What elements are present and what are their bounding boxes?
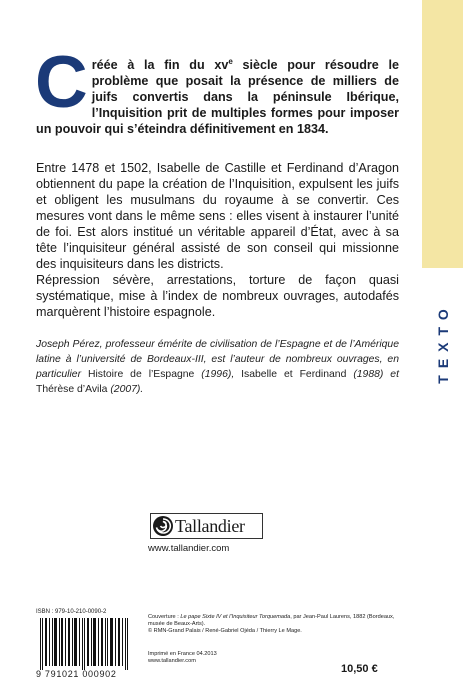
book-year-1: (1996), (194, 369, 242, 381)
lead-paragraph (35, 42, 399, 137)
lead-century-sup: e (228, 57, 233, 66)
author-bio (36, 337, 399, 397)
barcode-digits: 9 791021 000902 (36, 669, 117, 679)
book-title-1: Histoire de l’Espagne (88, 369, 195, 381)
isbn: ISBN : 979-10-210-0090-2 (36, 609, 107, 615)
credits-prefix: Couverture : (148, 614, 181, 620)
series-color-band (422, 0, 463, 268)
printed-website: www.tallandier.com (148, 658, 196, 664)
lead-text-start: réée à la fin du (91, 58, 215, 73)
spiral-logo-icon (151, 514, 175, 538)
series-label-text: TEXTO (434, 302, 451, 384)
artwork-title: Le pape Sixte IV et l’Inquisiteur Torquemada (180, 614, 291, 620)
body-paragraph-2: Répression sévère, arrestations, torture de façon quasi systématique, mise à l’index de nombreux ouvrages, autodafés marquèrent l’histoire espagnole. (36, 273, 399, 320)
cover-credits (148, 614, 398, 635)
printed-in: Imprimé en France 04.2013 (148, 651, 217, 657)
author-bio-text: Joseph Pérez, professeur émérite de civilisation de l’Espagne et de l’Amérique latine à l’université de Bordeaux-III, est l’auteur de nombreux ouvrages, en particulier (36, 339, 399, 381)
publisher-website: www.tallandier.com (148, 543, 230, 554)
lead-text-rest: siècle pour résoudre le problème que posait la présence de milliers de juifs convertis dans la péninsule Ibérique, l’Inquisition prit de multiples formes pour imposer un pouvoir qui s’éteindra définitivement en 1834. (36, 58, 399, 137)
body-text (36, 160, 399, 320)
series-stripe (422, 0, 463, 694)
photo-credit: © RMN-Grand Palais / René-Gabriel Ojéda / Thierry Le Mage. (148, 628, 302, 634)
barcode (36, 618, 134, 670)
body-paragraph-1: Entre 1478 et 1502, Isabelle de Castille et Ferdinand d’Aragon obtiennent du pape la création de l’Inquisition, expulsent les juifs et obligent les musulmans du royaume à se convertir. Ces mesures vont dans le même sens : elles visent à instaurer l’unité de foi. Est alors institué un véritable appareil d’État, avec à sa tête l’inquisiteur général assisté de son conseil qui missionne des inquisiteurs dans les districts. (36, 161, 399, 272)
price: 10,50 € (341, 663, 378, 675)
drop-cap: C (35, 42, 88, 123)
publisher-name: Tallandier (175, 515, 245, 536)
book-title-3: Thérèse d’Avila (36, 384, 108, 396)
book-title-2: Isabelle et Ferdinand (241, 369, 347, 381)
artwork-info: , par Jean-Paul Laurens, 1882 (Bordeaux, musée de Beaux-Arts). (148, 614, 395, 627)
book-year-2: (1988) et (346, 369, 399, 381)
publisher-logo (150, 513, 263, 539)
series-label (422, 268, 463, 418)
book-year-3: (2007). (107, 384, 144, 396)
print-info (148, 651, 217, 665)
back-cover-text (35, 42, 399, 397)
lead-century: xv (214, 58, 229, 73)
